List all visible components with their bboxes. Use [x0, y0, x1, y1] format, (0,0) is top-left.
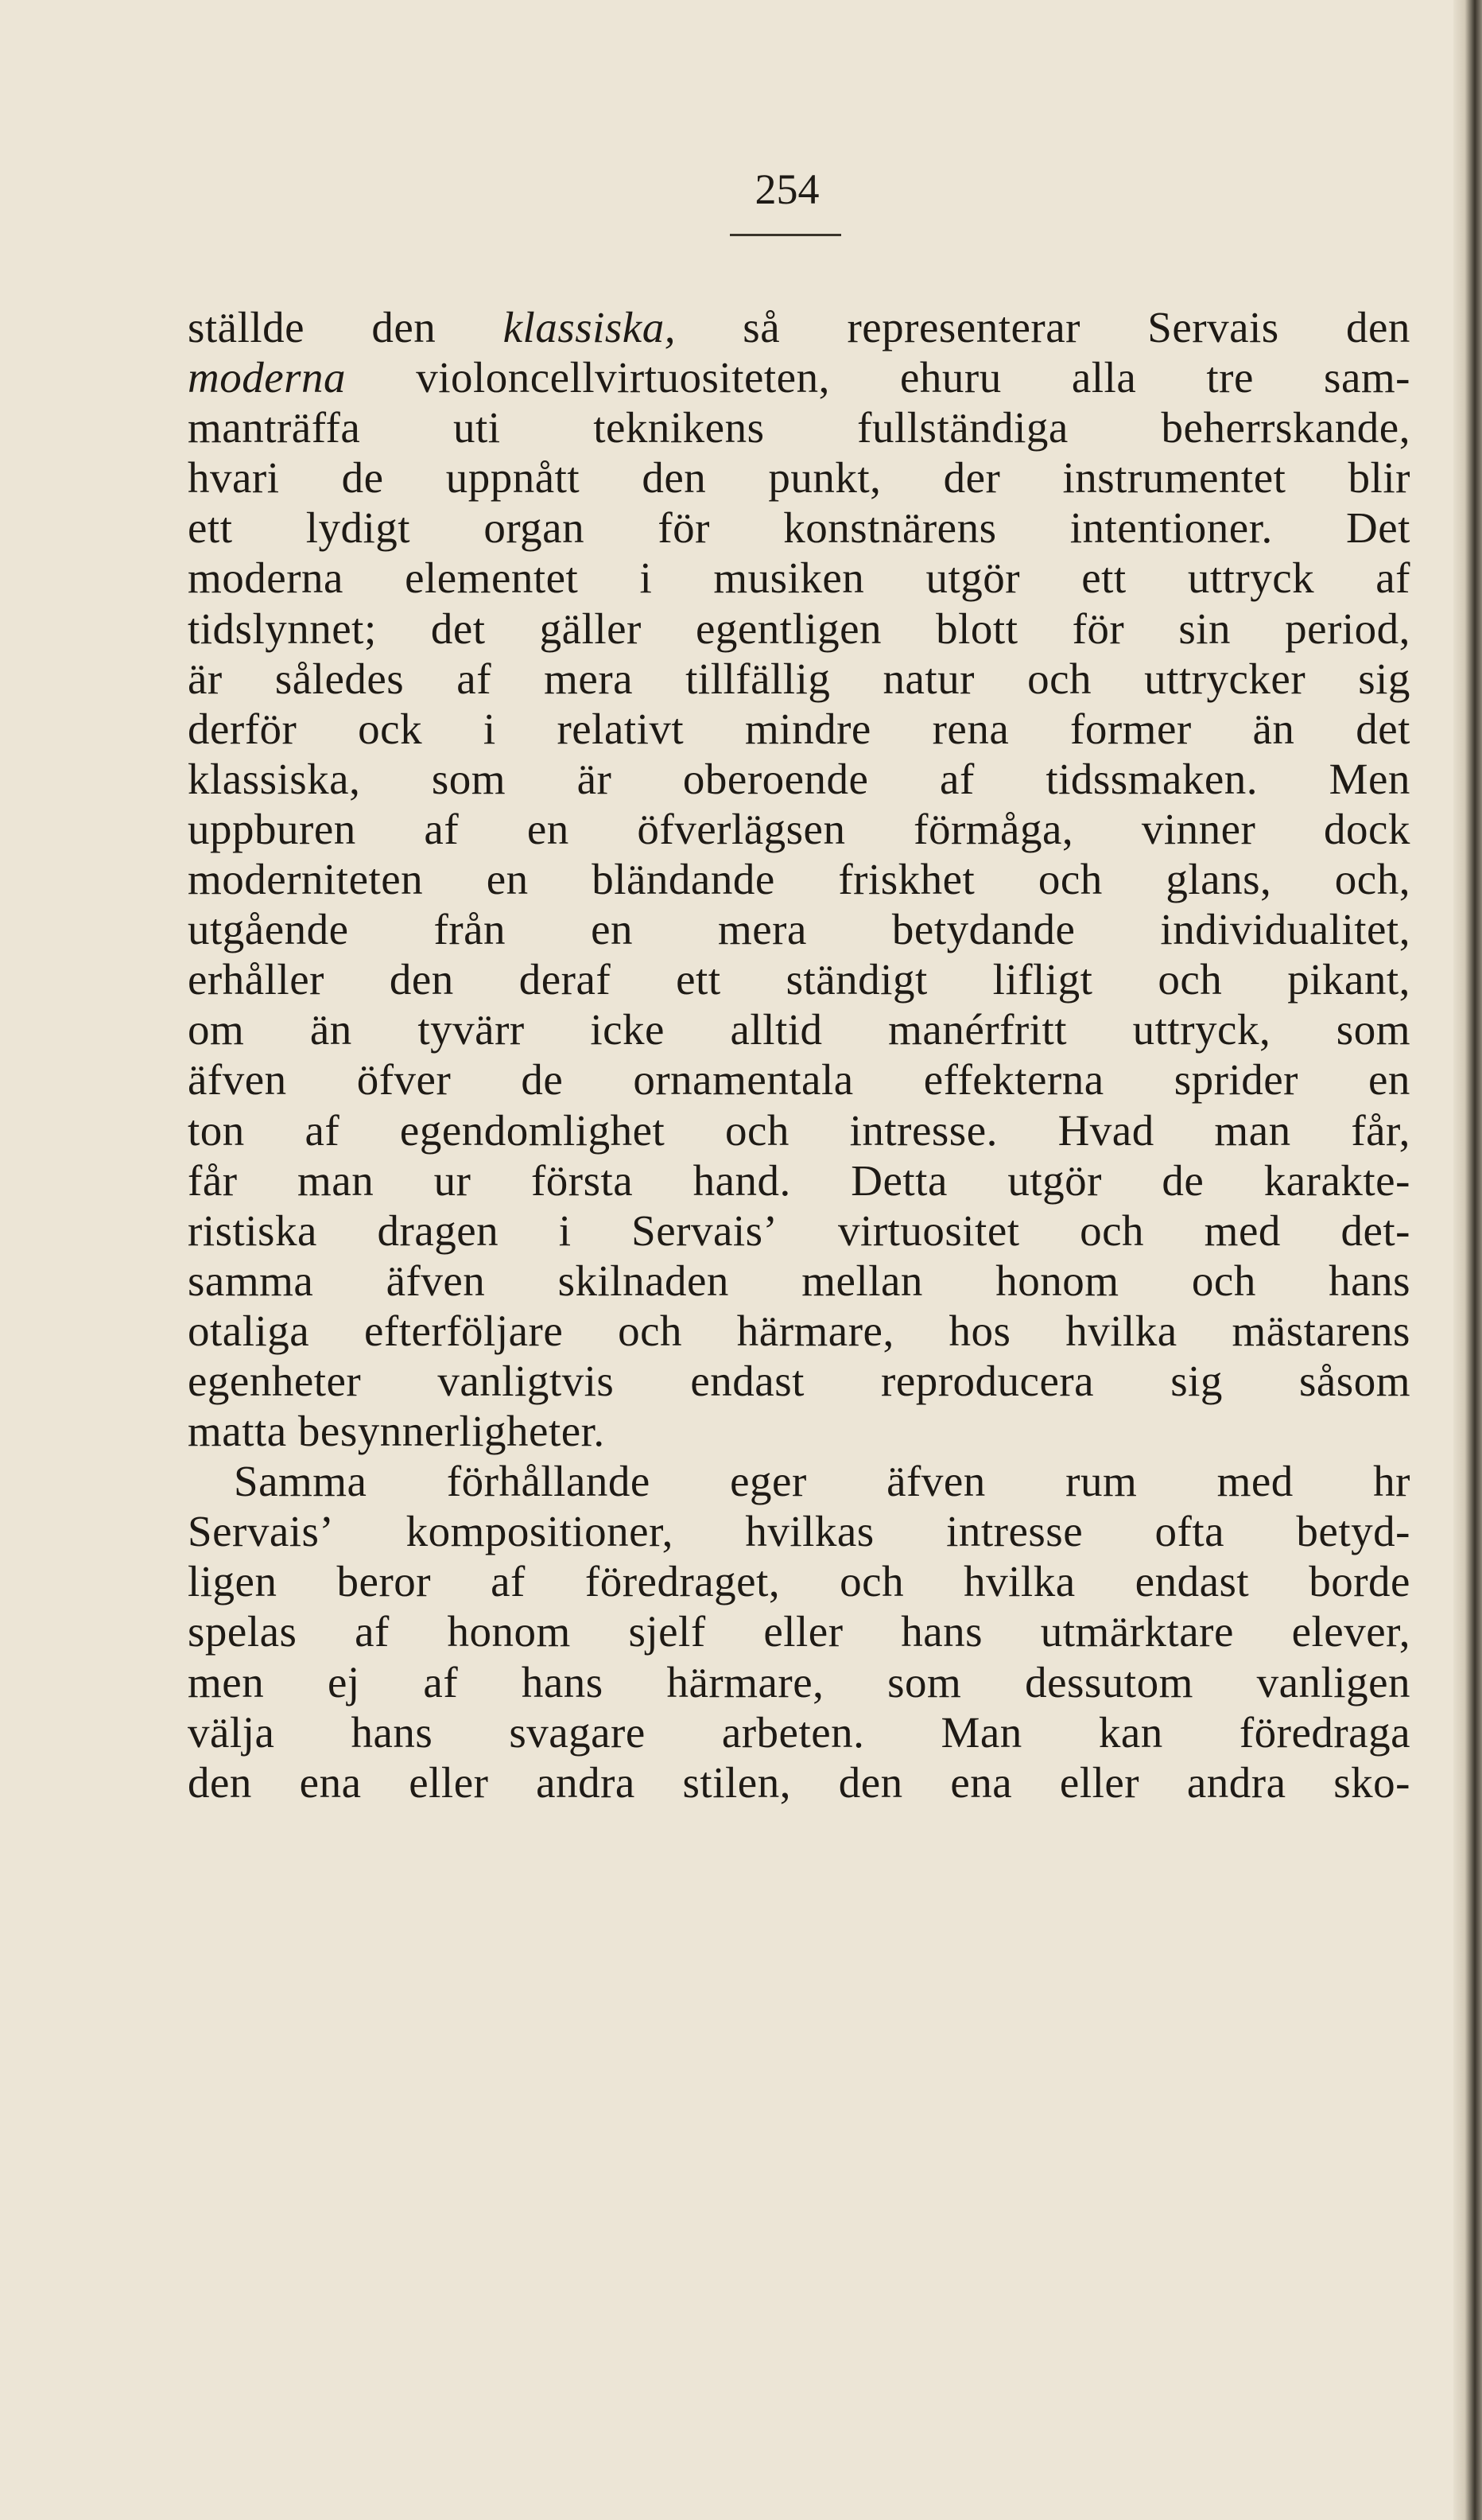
- word: deraf: [518, 955, 611, 1004]
- word: af: [456, 654, 492, 703]
- text-line: [188, 1256, 1410, 1306]
- word: betydande: [891, 905, 1076, 954]
- word: egenheter: [188, 1356, 362, 1405]
- word: välja: [188, 1707, 275, 1757]
- word: och: [1080, 1206, 1145, 1255]
- word: och: [1027, 654, 1092, 703]
- word: hans: [521, 1657, 603, 1707]
- word: ett: [1081, 553, 1127, 603]
- word: och: [1038, 855, 1103, 904]
- word: punkt,: [768, 453, 882, 503]
- word: der: [943, 453, 1001, 503]
- word: härmare,: [736, 1306, 894, 1355]
- word: uttrycker: [1144, 654, 1306, 703]
- text-line: [188, 754, 1410, 804]
- word: endast: [1135, 1557, 1250, 1606]
- word: af: [491, 1557, 526, 1606]
- text-line-paragraph-end: [188, 1406, 1410, 1456]
- text-line: [188, 1004, 1410, 1054]
- word: det: [1356, 704, 1410, 753]
- text-line: [188, 1657, 1410, 1707]
- word: mästarens: [1232, 1306, 1410, 1355]
- text-line: [188, 1556, 1410, 1606]
- word: intresse.: [849, 1105, 998, 1155]
- word: hvilkas: [745, 1507, 875, 1556]
- text-line: [188, 704, 1410, 754]
- word: hans: [351, 1707, 433, 1757]
- word: en: [486, 855, 529, 904]
- text-line: [188, 452, 1410, 503]
- word: än: [1252, 704, 1295, 753]
- word: instrumentet: [1062, 453, 1286, 503]
- word: mera: [544, 654, 634, 703]
- word: i: [558, 1206, 572, 1255]
- word: egentligen: [695, 604, 883, 653]
- word: samma: [188, 1256, 314, 1305]
- word: af: [940, 754, 975, 803]
- word: af: [355, 1607, 390, 1656]
- word: vanligtvis: [437, 1356, 615, 1405]
- word: friskhet: [838, 855, 976, 904]
- word: och: [1158, 955, 1223, 1004]
- word: svagare: [509, 1707, 646, 1757]
- word: man: [297, 1155, 374, 1205]
- word: från: [433, 905, 506, 954]
- word: manträffa: [188, 403, 361, 452]
- text-line: [188, 1606, 1410, 1656]
- word: intentioner.: [1069, 503, 1273, 553]
- word: kompositioner,: [405, 1507, 673, 1556]
- word: hvilka: [964, 1557, 1076, 1606]
- word: vinner: [1141, 804, 1256, 853]
- word: tillfällig: [685, 654, 831, 703]
- word: är: [576, 754, 612, 803]
- word: Samma: [234, 1457, 367, 1506]
- word: och: [1191, 1256, 1256, 1305]
- word: som: [1336, 1005, 1410, 1054]
- word: betyd-: [1296, 1507, 1410, 1556]
- text-line: [188, 352, 1410, 402]
- word: alltid: [730, 1005, 823, 1054]
- word: otaliga: [188, 1306, 310, 1355]
- word: uti: [452, 403, 501, 452]
- word: tre: [1206, 353, 1254, 402]
- word: manérfritt: [888, 1005, 1068, 1054]
- word: utmärktare: [1040, 1607, 1234, 1656]
- word-italic: klassiska,: [502, 303, 676, 351]
- word: gäller: [539, 604, 642, 653]
- word: beror: [336, 1557, 432, 1606]
- word: med: [1204, 1206, 1281, 1255]
- word: honom: [995, 1256, 1119, 1305]
- text-line: [188, 1707, 1410, 1757]
- word: elementet: [405, 553, 579, 603]
- word: kan: [1098, 1707, 1163, 1757]
- word: ehuru: [899, 353, 1002, 402]
- text-line: [188, 804, 1410, 854]
- word: moderniteten: [188, 855, 424, 904]
- word: ena: [950, 1757, 1013, 1807]
- word: mindre: [745, 704, 871, 753]
- word: relativt: [557, 704, 685, 753]
- word: sin: [1178, 604, 1232, 653]
- word: som: [887, 1657, 962, 1707]
- word: mellan: [801, 1256, 923, 1305]
- word: Servais: [1147, 303, 1279, 351]
- word: ton: [188, 1105, 245, 1155]
- word: andra: [536, 1757, 635, 1807]
- word: förmåga,: [914, 804, 1074, 853]
- word: ständigt: [786, 955, 928, 1004]
- word: ofta: [1154, 1507, 1225, 1556]
- text-line: [188, 604, 1410, 654]
- word: beherrskande,: [1161, 403, 1410, 452]
- word: äfven: [188, 1055, 287, 1105]
- word: öfverlägsen: [637, 804, 846, 853]
- word: sam-: [1324, 353, 1410, 402]
- word: får,: [1351, 1105, 1410, 1155]
- word: blott: [936, 604, 1018, 653]
- word: förhållande: [446, 1457, 650, 1506]
- word: spelas: [188, 1607, 297, 1656]
- word: hans: [901, 1607, 983, 1656]
- text-line: [188, 854, 1410, 904]
- word: en: [1368, 1055, 1410, 1105]
- word: musiken: [713, 553, 865, 603]
- word: hvari: [188, 453, 280, 503]
- text-line: [188, 1757, 1410, 1807]
- word: uppburen: [188, 804, 356, 853]
- word: vanligen: [1256, 1657, 1410, 1707]
- word: mera: [717, 905, 807, 954]
- word: uppnått: [445, 453, 580, 503]
- word: och: [724, 1105, 789, 1155]
- word: hvilka: [1065, 1306, 1177, 1355]
- word: lydigt: [305, 503, 411, 553]
- word: eger: [730, 1457, 807, 1506]
- word: ena: [299, 1757, 362, 1807]
- text-line: [188, 904, 1410, 954]
- word: hr: [1373, 1457, 1410, 1506]
- word: ett: [188, 503, 233, 553]
- word: föredraga: [1239, 1707, 1410, 1757]
- word: föredraget,: [584, 1557, 781, 1606]
- word: äfven: [886, 1457, 986, 1506]
- word: effekterna: [923, 1055, 1104, 1105]
- word: den: [642, 453, 707, 503]
- word: eller: [409, 1757, 489, 1807]
- word: sig: [1358, 654, 1410, 703]
- word: violoncellvirtuositeten,: [416, 353, 830, 402]
- word: men: [188, 1657, 265, 1707]
- word-italic: moderna: [188, 353, 347, 402]
- word: en: [591, 905, 633, 954]
- text-line: [188, 954, 1410, 1004]
- word: sig: [1170, 1356, 1223, 1405]
- word: eller: [763, 1607, 844, 1656]
- word: erhåller: [188, 955, 324, 1004]
- word: hans: [1329, 1256, 1410, 1305]
- word: natur: [883, 654, 975, 703]
- word: af: [424, 804, 460, 853]
- word: härmare,: [666, 1657, 824, 1707]
- word: arbeten.: [721, 1707, 865, 1757]
- word: honom: [447, 1607, 571, 1656]
- word: i: [483, 704, 496, 753]
- word: af: [305, 1105, 340, 1155]
- word: Servais’: [188, 1507, 335, 1556]
- word: ock: [358, 704, 423, 753]
- word: och,: [1334, 855, 1410, 904]
- word: således: [274, 654, 405, 703]
- word: andra: [1186, 1757, 1286, 1807]
- word: det: [430, 604, 486, 653]
- word: den: [371, 303, 436, 351]
- word: borde: [1309, 1557, 1410, 1606]
- text-line-paragraph-start: [188, 1456, 1410, 1506]
- word: period,: [1285, 604, 1410, 653]
- word: tidslynnet;: [188, 604, 377, 653]
- word: Detta: [851, 1155, 948, 1205]
- word: ligen: [188, 1557, 277, 1606]
- word: såsom: [1298, 1356, 1410, 1405]
- word: om: [188, 1005, 245, 1054]
- word: den: [188, 1757, 252, 1807]
- word: derför: [188, 704, 297, 753]
- word: stilen,: [682, 1757, 791, 1807]
- word: eller: [1059, 1757, 1140, 1807]
- text-line: [188, 1155, 1410, 1206]
- word: en: [526, 804, 569, 853]
- word: får: [188, 1155, 238, 1205]
- word: den: [1346, 303, 1410, 351]
- word: Hvad: [1057, 1105, 1154, 1155]
- word: skilnaden: [557, 1256, 729, 1305]
- text-line: [188, 1306, 1410, 1356]
- word: dragen: [377, 1206, 499, 1255]
- word: så: [743, 303, 781, 351]
- word: uttryck,: [1132, 1005, 1271, 1054]
- word: med: [1216, 1457, 1294, 1506]
- word: för: [1072, 604, 1125, 653]
- text-line: [188, 1206, 1410, 1256]
- text-line: [188, 1105, 1410, 1155]
- word: tidssmaken.: [1046, 754, 1259, 803]
- text-line: [188, 402, 1410, 452]
- word: första: [530, 1155, 634, 1205]
- word: konstnärens: [783, 503, 997, 553]
- word: klassiska,: [188, 754, 361, 803]
- word: Men: [1329, 754, 1410, 803]
- word: öfver: [356, 1055, 452, 1105]
- word: bländande: [592, 855, 775, 904]
- word: utgående: [188, 905, 349, 954]
- word: organ: [483, 503, 585, 553]
- page-number-rule: [730, 234, 841, 236]
- text-line: [188, 1054, 1410, 1105]
- word: hos: [949, 1306, 1011, 1355]
- page-edge-shadow: [1453, 0, 1482, 2520]
- word: former: [1070, 704, 1192, 753]
- word: sprider: [1174, 1055, 1298, 1105]
- word: äfven: [386, 1256, 486, 1305]
- word: moderna: [188, 553, 343, 603]
- word: för: [658, 503, 710, 553]
- body-text: [188, 302, 1410, 1807]
- word: dessutom: [1025, 1657, 1193, 1707]
- word: endast: [690, 1356, 805, 1405]
- word: ej: [327, 1657, 360, 1707]
- word: de: [521, 1055, 564, 1105]
- word: glans,: [1166, 855, 1272, 904]
- word: individualitet,: [1160, 905, 1410, 954]
- word: matta: [188, 1407, 287, 1456]
- word: i: [639, 553, 653, 603]
- word: ur: [433, 1155, 471, 1205]
- word: den: [838, 1757, 903, 1807]
- word: ristiska: [188, 1206, 317, 1255]
- word: Servais’: [631, 1206, 778, 1255]
- text-line: [188, 654, 1410, 704]
- word: representerar: [847, 303, 1080, 351]
- word: icke: [590, 1005, 665, 1054]
- word: Det: [1346, 503, 1410, 553]
- word: intresse: [946, 1507, 1084, 1556]
- word: den: [389, 955, 454, 1004]
- word: teknikens: [593, 403, 765, 452]
- word: elever,: [1291, 1607, 1410, 1656]
- word: af: [1375, 553, 1410, 603]
- word: de: [341, 453, 384, 503]
- word: sjelf: [628, 1607, 706, 1656]
- word: och: [618, 1306, 682, 1355]
- text-line: [188, 553, 1410, 603]
- word: man: [1214, 1105, 1291, 1155]
- text-line: [188, 503, 1410, 553]
- word: hand.: [693, 1155, 791, 1205]
- text-line: [188, 1356, 1410, 1406]
- word: blir: [1348, 453, 1410, 503]
- word: efterföljare: [363, 1306, 564, 1355]
- word: oberoende: [682, 754, 869, 803]
- word: och: [840, 1557, 905, 1606]
- word: är: [188, 654, 223, 703]
- word: rena: [932, 704, 1010, 753]
- word: karakte-: [1263, 1155, 1410, 1205]
- word: de: [1162, 1155, 1205, 1205]
- word: fullständiga: [857, 403, 1069, 452]
- word: virtuositet: [837, 1206, 1020, 1255]
- word: ornamentala: [633, 1055, 854, 1105]
- word: rum: [1065, 1457, 1138, 1506]
- text-line: [188, 302, 1410, 352]
- word: ett: [676, 955, 721, 1004]
- word: som: [431, 754, 506, 803]
- page-number: 254: [755, 165, 820, 213]
- word: ställde: [188, 303, 305, 351]
- word: det-: [1340, 1206, 1410, 1255]
- word: sko-: [1333, 1757, 1410, 1807]
- word: Man: [941, 1707, 1022, 1757]
- word: lifligt: [992, 955, 1093, 1004]
- word: än: [309, 1005, 352, 1054]
- word: utgör: [925, 553, 1021, 603]
- word: egendomlighet: [399, 1105, 665, 1155]
- word: af: [423, 1657, 459, 1707]
- word: utgör: [1007, 1155, 1102, 1205]
- text-line: [188, 1506, 1410, 1556]
- word: dock: [1324, 804, 1410, 853]
- word: besynnerligheter.: [297, 1407, 605, 1456]
- word: tyvärr: [417, 1005, 525, 1054]
- word: uttryck: [1187, 553, 1315, 603]
- word: reproducera: [881, 1356, 1095, 1405]
- word: pikant,: [1287, 955, 1410, 1004]
- word: alla: [1071, 353, 1137, 402]
